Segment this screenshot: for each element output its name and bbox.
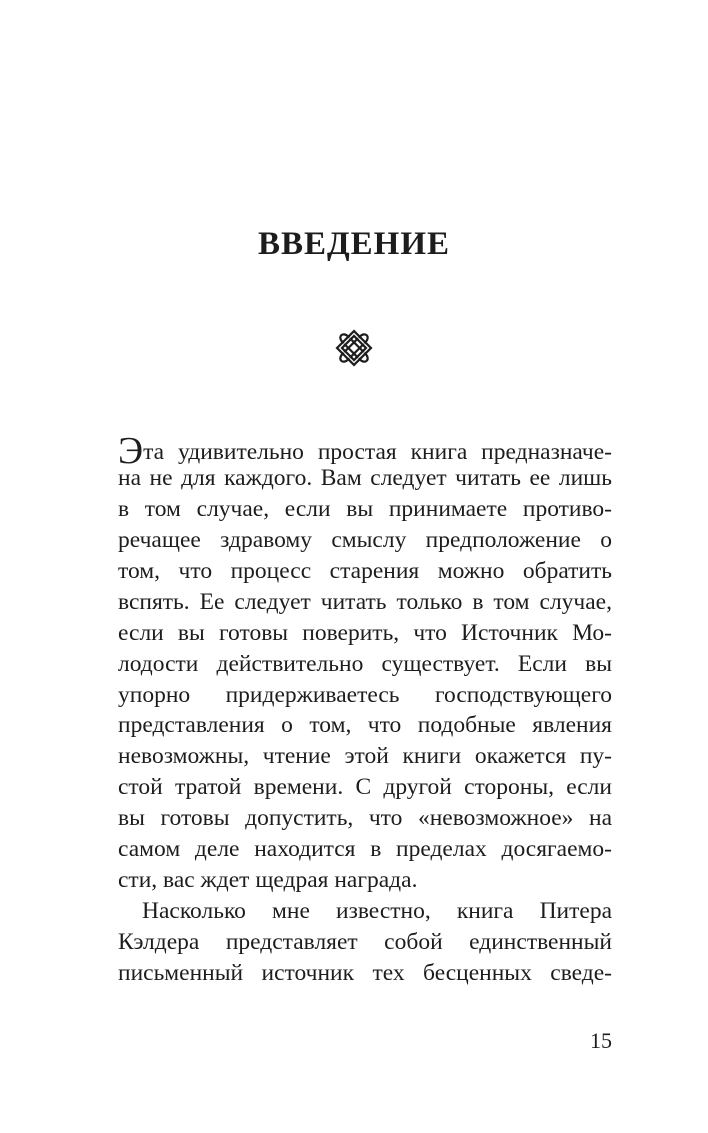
text-line: письменный источник тех бесценных сведе- — [118, 959, 612, 986]
text-line: представления о том, что подобные явления — [118, 712, 612, 739]
text-line: вспять. Ее следует читать только в том случае, — [118, 588, 612, 615]
text-line: сти, вас ждет щедрая награда. — [118, 867, 418, 894]
text-line: если вы готовы поверить, что Источник Мо- — [118, 619, 612, 646]
text-line: речащее здравому смыслу предположение о — [118, 526, 612, 553]
text-line: Эта удивительно простая книга предназначе- — [118, 430, 612, 472]
text-line: в том случае, если вы принимаете противо- — [118, 495, 612, 522]
text-line: том, что процесс старения можно обратить — [118, 557, 612, 584]
text-line: Кэлдера представляет собой единственный — [118, 929, 612, 955]
text-line: стой тратой времени. С другой стороны, если — [118, 774, 612, 801]
text-line: лодости действительно существует. Если вы — [118, 650, 612, 677]
text-line: вы готовы допустить, что «невозможное» на — [118, 805, 612, 832]
drop-cap: Э — [118, 430, 144, 472]
page-number: 15 — [590, 1028, 612, 1053]
text-line: упорно придерживаетесь господствующего — [118, 681, 612, 708]
body-text — [118, 432, 612, 989]
text-line: самом деле находится в пределах досягаемо- — [118, 836, 612, 863]
text-line: на не для каждого. Вам следует читать ее лишь — [118, 464, 612, 491]
text-line: Насколько мне известно, книга Питера — [142, 898, 612, 925]
chapter-title: ВВЕДЕНИЕ — [257, 226, 451, 262]
text-line: невозможны, чтение этой книги окажется пу- — [118, 743, 612, 770]
endless-knot-icon — [328, 322, 380, 374]
